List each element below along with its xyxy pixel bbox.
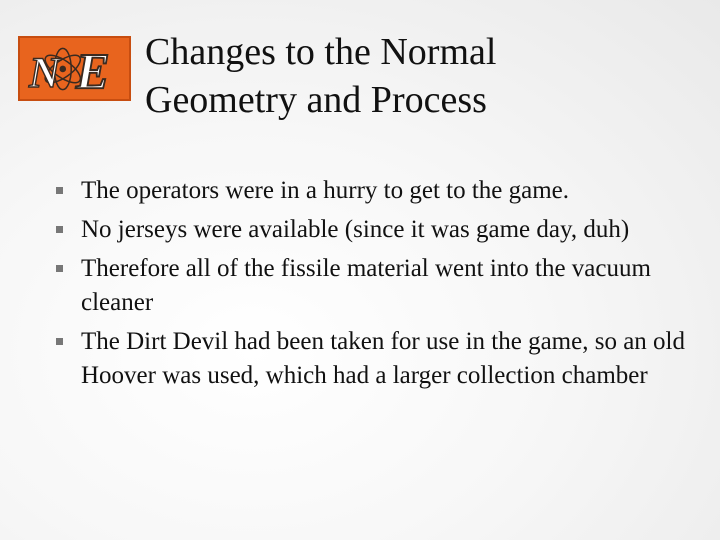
bullet-text: The Dirt Devil had been taken for use in the game, so an old Hoover was used, which had a larger collection chamber bbox=[81, 328, 685, 389]
square-bullet-icon bbox=[56, 265, 63, 272]
bullet-text: Therefore all of the fissile material went into the vacuum cleaner bbox=[81, 255, 651, 316]
bullet-text: The operators were in a hurry to get to the game. bbox=[81, 177, 570, 204]
svg-text:N: N bbox=[28, 49, 61, 97]
bullet-item bbox=[56, 213, 706, 247]
ne-atom-logo-icon bbox=[20, 38, 129, 99]
svg-text:E: E bbox=[75, 43, 110, 99]
square-bullet-icon bbox=[56, 226, 63, 233]
bullet-item bbox=[56, 252, 706, 320]
bullet-text: No jerseys were available (since it was game day, duh) bbox=[81, 216, 630, 243]
bullet-list bbox=[56, 174, 706, 398]
square-bullet-icon bbox=[56, 187, 63, 194]
slide-title bbox=[145, 28, 705, 124]
square-bullet-icon bbox=[56, 338, 63, 345]
bullet-item bbox=[56, 325, 706, 393]
title-line: Geometry and Process bbox=[145, 79, 487, 121]
ne-logo bbox=[18, 36, 131, 101]
bullet-item bbox=[56, 174, 706, 208]
title-line: Changes to the Normal bbox=[145, 31, 497, 73]
